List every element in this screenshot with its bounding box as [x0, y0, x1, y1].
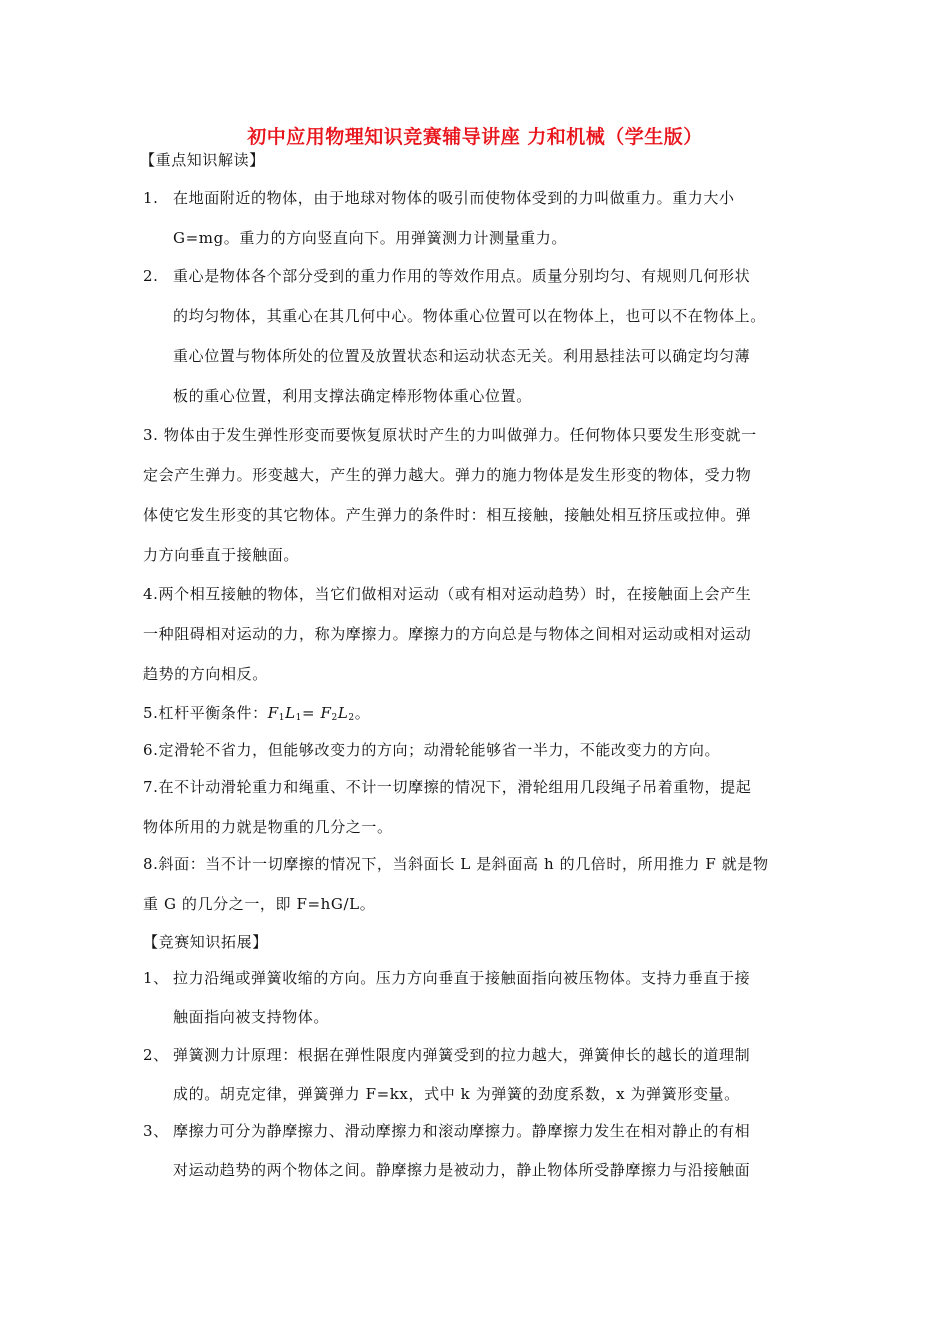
document-title: 初中应用物理知识竞赛辅导讲座 力和机械（学生版） [247, 126, 703, 148]
item-1-line-2: G=mg。重力的方向竖直向下。用弹簧测力计测量重力。 [173, 229, 567, 247]
subscript-2b: 2 [348, 713, 355, 723]
item-7-line-2: 物体所用的力就是物重的几分之一。 [143, 818, 393, 836]
ext-2-line-2: 成的。胡克定律，弹簧弹力 F=kx，式中 k 为弹簧的劲度系数，x 为弹簧形变量。 [173, 1085, 740, 1103]
subscript-1a: 1 [278, 713, 286, 723]
item-1-line-1 [143, 188, 735, 208]
item-8-line-1: 8.斜面：当不计一切摩擦的情况下，当斜面长 L 是斜面高 h 的几倍时，所用推力 F 就是物 [143, 855, 769, 873]
ext-1-line-2: 触面指向被支持物体。 [173, 1008, 330, 1026]
item-6-line-1: 6.定滑轮不省力，但能够改变力的方向；动滑轮能够省一半力，不能改变力的方向。 [143, 741, 721, 759]
formula-end: 。 [354, 704, 371, 722]
item-4-line-2: 一种阻碍相对运动的力，称为摩擦力。摩擦力的方向总是与物体之间相对运动或相对运动 [143, 625, 752, 643]
ext-3-text: 摩擦力可分为静摩擦力、滑动摩擦力和滚动摩擦力。静摩擦力发生在相对静止的有相 [173, 1122, 751, 1140]
item-2-number: 2. [143, 267, 159, 285]
formula-equals: = [301, 704, 321, 722]
ext-3-line-2: 对运动趋势的两个物体之间。静摩擦力是被动力，静止物体所受静摩擦力与沿接触面 [173, 1161, 751, 1179]
ext-2-number: 2、 [143, 1046, 169, 1064]
item-2-line-3: 重心位置与物体所处的位置及放置状态和运动状态无关。利用悬挂法可以确定均匀薄 [173, 347, 751, 365]
item-4-line-1: 4.两个相互接触的物体，当它们做相对运动（或有相对运动趋势）时，在接触面上会产生 [143, 585, 752, 603]
item-3-line-1: 3. 物体由于发生弹性形变而要恢复原状时产生的力叫做弹力。任何物体只要发生形变就一 [143, 426, 757, 444]
item-3-line-4: 力方向垂直于接触面。 [143, 546, 300, 564]
ext-3-line-1 [143, 1121, 750, 1141]
item-2-text: 重心是物体各个部分受到的重力作用的等效作用点。质量分别均匀、有规则几何形状 [173, 267, 751, 285]
formula-f1: F [267, 704, 279, 722]
item-1-text: 在地面附近的物体，由于地球对物体的吸引而使物体受到的力叫做重力。重力大小 [173, 189, 735, 207]
item-5-line-1 [143, 703, 370, 728]
item-2-line-1 [143, 266, 750, 286]
ext-3-number: 3、 [143, 1122, 169, 1140]
subscript-1b: 1 [295, 713, 302, 723]
item-3-line-3: 体使它发生形变的其它物体。产生弹力的条件时：相互接触，接触处相互挤压或拉伸。弹 [143, 506, 752, 524]
item-5-text: 5.杠杆平衡条件： [143, 704, 268, 722]
item-7-line-1: 7.在不计动滑轮重力和绳重、不计一切摩擦的情况下，滑轮组用几段绳子吊着重物，提起 [143, 778, 752, 796]
item-2-line-2: 的均匀物体，其重心在其几何中心。物体重心位置可以在物体上，也可以不在物体上。 [173, 307, 766, 325]
formula-f2: F [320, 704, 332, 722]
subscript-2a: 2 [331, 713, 338, 723]
formula-l1: L [285, 704, 296, 722]
item-4-line-3: 趋势的方向相反。 [143, 665, 268, 683]
item-3-line-2: 定会产生弹力。形变越大，产生的弹力越大。弹力的施力物体是发生形变的物体，受力物 [143, 466, 752, 484]
formula-l2: L [337, 704, 349, 722]
ext-2-line-1 [143, 1045, 750, 1065]
item-1-number: 1. [143, 189, 159, 207]
ext-1-number: 1、 [143, 969, 169, 987]
section-heading-competition: 【竞赛知识拓展】 [143, 933, 268, 951]
ext-1-line-1 [143, 968, 750, 988]
ext-2-text: 弹簧测力计原理：根据在弹性限度内弹簧受到的拉力越大，弹簧伸长的越长的道理制 [173, 1046, 751, 1064]
item-2-line-4: 板的重心位置，利用支撑法确定棒形物体重心位置。 [173, 387, 532, 405]
section-heading-key-knowledge: 【重点知识解读】 [140, 151, 265, 169]
ext-1-text: 拉力沿绳或弹簧收缩的方向。压力方向垂直于接触面指向被压物体。支持力垂直于接 [173, 969, 751, 987]
item-8-line-2: 重 G 的几分之一，即 F=hG/L。 [143, 895, 376, 913]
